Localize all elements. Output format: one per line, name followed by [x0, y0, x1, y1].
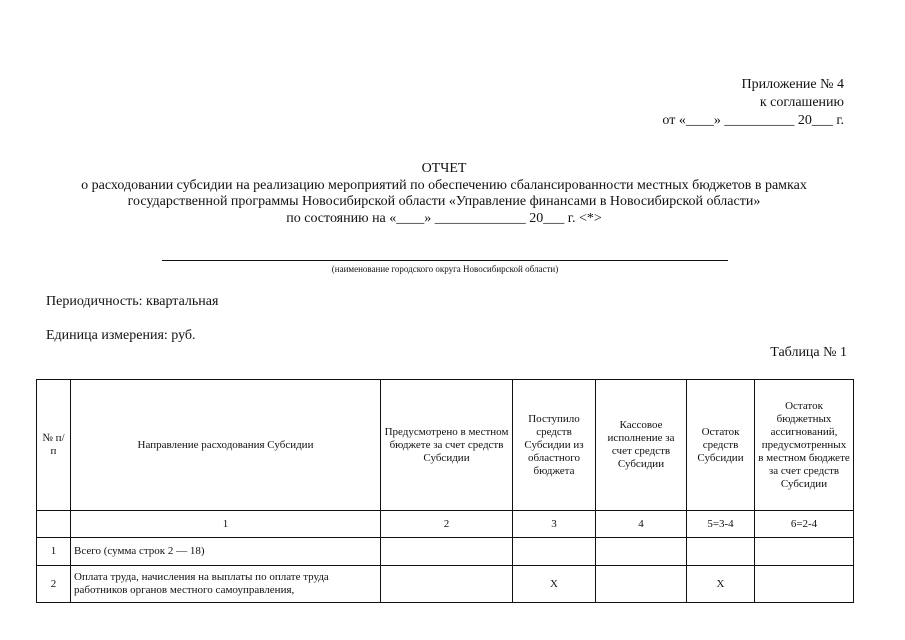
column-number-cell: 5=3-4: [687, 511, 755, 538]
report-title-line-2: государственной программы Новосибирской области «Управление финансами в Новосибирской области»: [127, 194, 761, 209]
report-heading: ОТЧЕТ: [421, 161, 467, 176]
row-value-cell: [755, 538, 854, 566]
municipality-underline: [162, 260, 728, 261]
header-row-number: № п/п: [37, 380, 71, 511]
row-direction-cell: Оплата труда, начисления на выплаты по оплате труда работников органов местного самоуправления,: [71, 566, 381, 603]
report-table: [36, 379, 854, 603]
header-cash-execution: Кассовое исполнение за счет средств Субсидии: [596, 380, 687, 511]
report-title-line-3: по состоянию на «____» _____________ 20___ г. <*>: [286, 210, 602, 226]
appendix-line-3: от «____» __________ 20___ г.: [662, 113, 844, 128]
report-title-line-1: о расходовании субсидии на реализацию мероприятий по обеспечению сбалансированности местных бюджетов в рамках: [81, 177, 807, 193]
row-value-cell: [596, 566, 687, 603]
appendix-line-2: к соглашению: [759, 95, 844, 110]
row-value-cell: [381, 566, 513, 603]
row-value-cell: [513, 538, 596, 566]
periodicity-label: Периодичность: квартальная: [46, 294, 219, 309]
header-planned: Предусмотрено в местном бюджете за счет средств Субсидии: [381, 380, 513, 511]
row-value-cell: [687, 538, 755, 566]
unit-label: Единица измерения: руб.: [46, 328, 196, 343]
header-balance: Остаток средств Субсидии: [687, 380, 755, 511]
column-number-cell: [37, 511, 71, 538]
column-number-row: [37, 511, 854, 538]
row-value-cell: [596, 538, 687, 566]
row-direction-cell: Всего (сумма строк 2 — 18): [71, 538, 381, 566]
table-row: [37, 538, 854, 566]
municipality-caption: (наименование городского округа Новосибирской области): [331, 264, 559, 274]
appendix-line-1: Приложение № 4: [741, 77, 844, 92]
row-value-cell: [381, 538, 513, 566]
column-number-cell: 3: [513, 511, 596, 538]
column-number-cell: 6=2-4: [755, 511, 854, 538]
row-value-cell: [755, 566, 854, 603]
table-header-row: [37, 380, 854, 511]
column-number-cell: 1: [71, 511, 381, 538]
appendix-reference: [662, 76, 844, 130]
table-row: [37, 566, 854, 603]
column-number-cell: 4: [596, 511, 687, 538]
column-number-cell: 2: [381, 511, 513, 538]
header-received: Поступило средств Субсидии из областного бюджета: [513, 380, 596, 511]
row-value-cell: Х: [687, 566, 755, 603]
row-value-cell: Х: [513, 566, 596, 603]
report-title: [40, 161, 848, 227]
header-direction: Направление расходования Субсидии: [71, 380, 381, 511]
row-number-cell: 1: [37, 538, 71, 566]
header-allocations-balance: Остаток бюджетных ассигнований, предусмотренных в местном бюджете за счет средств Субсидии: [755, 380, 854, 511]
table-number-label: Таблица № 1: [770, 345, 847, 360]
row-number-cell: 2: [37, 566, 71, 603]
